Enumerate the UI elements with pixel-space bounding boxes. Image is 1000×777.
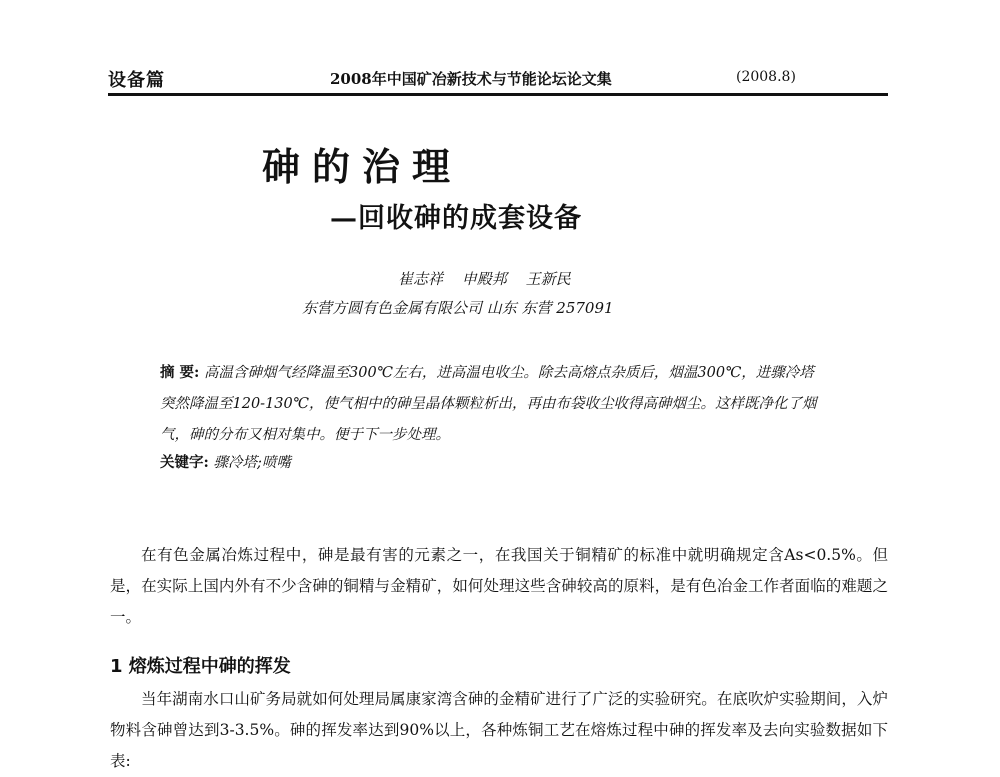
keywords bbox=[160, 451, 291, 472]
keywords-text: 骤冷塔;喷嘴 bbox=[213, 455, 291, 471]
keywords-label: 关键字: bbox=[160, 454, 209, 471]
section-heading: 1 熔炼过程中砷的挥发 bbox=[110, 656, 291, 677]
header-section-label: 设备篇 bbox=[108, 70, 165, 91]
affiliation: 东营方圆有色金属有限公司 山东 东营 257091 bbox=[302, 299, 614, 317]
paper-title: 砷的治理 bbox=[262, 144, 463, 189]
paper-subtitle: —回收砷的成套设备 bbox=[330, 203, 582, 234]
abstract bbox=[160, 357, 820, 451]
header-rule bbox=[108, 93, 888, 96]
abstract-text: 高温含砷烟气经降温至300℃左右，进高温电收尘。除去高熔点杂质后，烟温300℃，进骤冷塔突然降温至120-130℃，使气相中的砷呈晶体颗粒析出，再由布袋收尘收得高砷烟尘。这样既净化了烟气，砷的分布又相对集中。便于下一步处理。 bbox=[160, 365, 817, 443]
body-paragraph-section1: 当年湖南水口山矿务局就如何处理局属康家湾含砷的金精矿进行了广泛的实验研究。在底吹炉实验期间，入炉物料含砷曾达到3-3.5%。砷的挥发率达到90%以上，各种炼铜工艺在熔炼过程中砷的挥发率及去向实验数据如下表: bbox=[110, 690, 888, 770]
header-date: (2008.8) bbox=[736, 69, 796, 85]
header-proceedings-title: 2008年中国矿冶新技术与节能论坛论文集 bbox=[330, 70, 612, 88]
author-list bbox=[398, 268, 585, 289]
author-name: 崔志祥 bbox=[398, 270, 444, 288]
body-paragraph-intro: 在有色金属冶炼过程中，砷是最有害的元素之一，在我国关于铜精矿的标准中就明确规定含As<0.5%。但是，在实际上国内外有不少含砷的铜精与金精矿，如何处理这些含砷较高的原料，是有色冶金工作者面临的难题之一。 bbox=[110, 546, 888, 626]
author-name: 王新民 bbox=[525, 270, 571, 288]
abstract-label: 摘 要: bbox=[160, 364, 200, 381]
author-name: 申殿邦 bbox=[461, 270, 507, 288]
